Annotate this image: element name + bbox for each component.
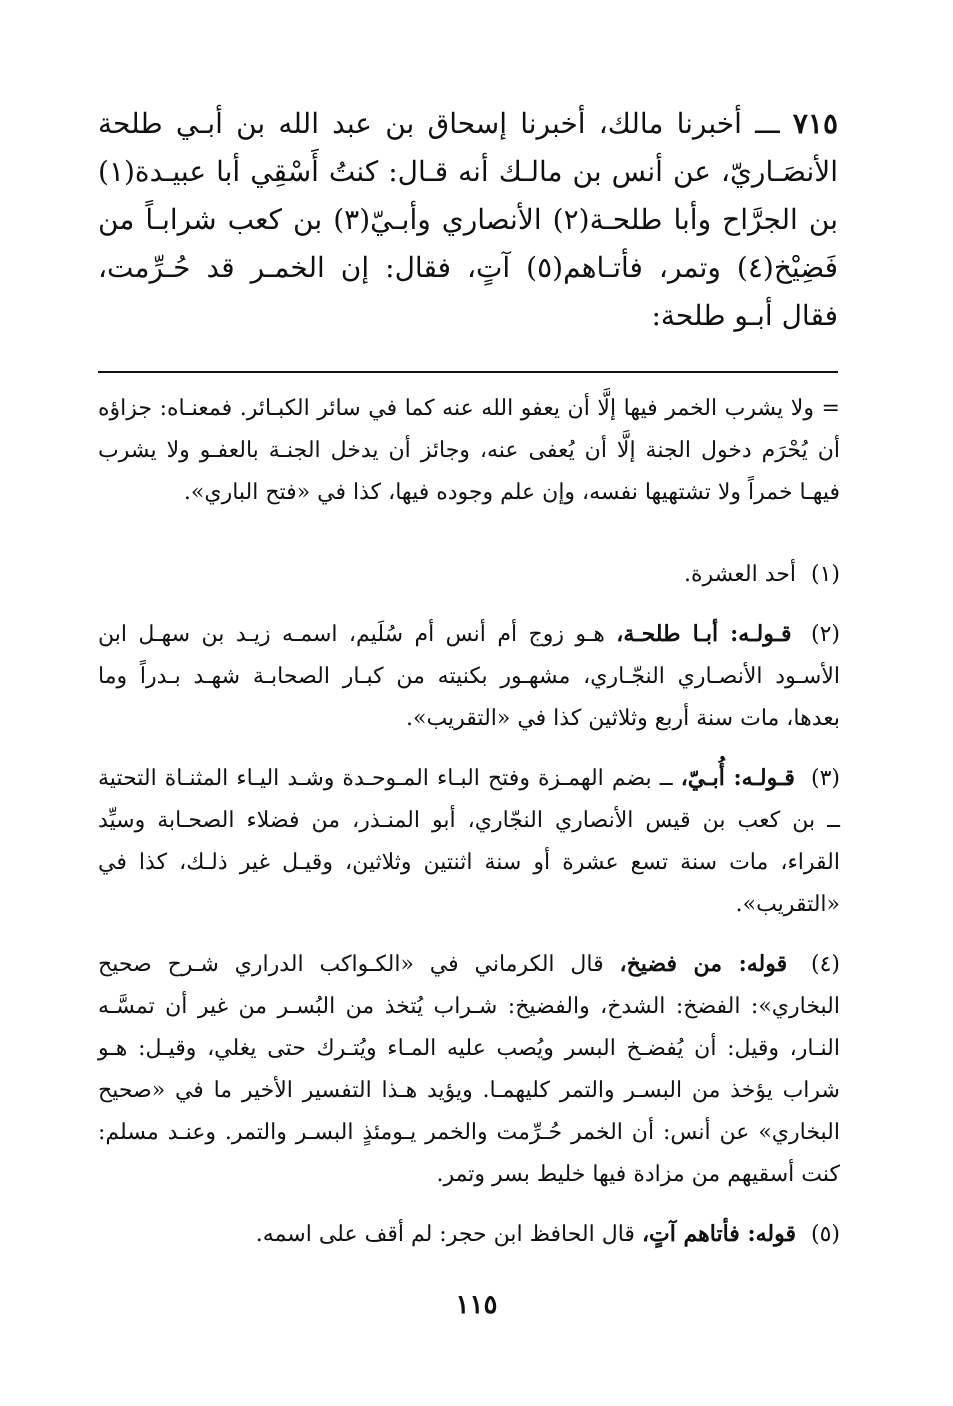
footnote-number: (٥): [810, 1222, 840, 1247]
footnote-text: أحد العشرة.: [684, 562, 796, 587]
hadith-dash: ـــ: [755, 107, 780, 140]
footnote-separator: [98, 371, 838, 373]
footnote-3: [98, 757, 840, 926]
footnote-1: [98, 554, 840, 596]
footnote-number: (٤): [811, 952, 841, 977]
footnote-lead: قوله: من فضيخ،: [619, 951, 788, 977]
hadith-number: ٧١٥: [792, 107, 839, 140]
footnote-4: [98, 943, 840, 1196]
footnote-lead: قـولـه: أبـا طلحـة،: [616, 621, 792, 647]
footnote-5: [98, 1213, 840, 1256]
footnote-continuation: = ولا يشرب الخمر فيها إلَّا أن يعفو الله عنه كما في سائر الكبـائر. فمعنـاه: جزاؤه أن يُحْرَم دخول الجنة إلَّا أن يُعفى عنه، وجائز أن يدخل الجنـة بالعفـو ولا يشرب فيهـا خمراً ولا تشتهيها نفسه، وإن علم وجوده فيها، كذا في «فتح الباري».: [98, 396, 840, 505]
hadith-text-block: [98, 100, 838, 340]
footnote-lead: قـولـه: أُبـيّ،: [680, 765, 795, 791]
page-number: ١١٥: [455, 1290, 498, 1320]
footnote-number: (١): [810, 562, 840, 587]
footnote-text: قال الكرماني في «الكـواكب الدراري شـرح صحيح البخاري»: الفضخ: الشدخ، والفضيخ: شـراب يُتخذ من البُسـر من غير أن تمسَّـه النـار، وقيل: أن يُفضـخ البسر ويُصب عليه المـاء ويُتـرك حتى يغلي، وقيـل: هـو شراب يؤخذ من البسـر والتمر كليهمـا. ويؤيد هـذا التفسير الأخير ما في «صحيح البخاري» عن أنس: أن الخمر حُـرِّمت والخمر يـومئذٍ البسـر والتمر. وعنـد مسلم: كنت أسقيهم من مزادة فيها خليط بسر وتمر.: [98, 952, 840, 1187]
footnote-lead: قوله: فأتاهم آتٍ،: [641, 1221, 796, 1247]
hadith-body: أخبرنا مالك، أخبرنا إسحاق بن عبد الله بن أبـي طلحة الأنصَـاريّ، عن أنس بن مالـك أنه قـال: كنتُ أَسْقِي أبا عبيـدة(١) بن الجرَّاح وأبا طلحـة(٢) الأنصاري وأبـيّ(٣) بن كعب شرابـاً من فَضِيْخ(٤) وتمر، فأتـاهم(٥) آتٍ، فقال: إن الخمـر قد حُـرِّمت، فقال أبـو طلحة:: [98, 107, 839, 332]
footnote-number: (٣): [810, 766, 840, 791]
footnote-text: قال الحافظ ابن حجر: لم أقف على اسمه.: [255, 1222, 635, 1247]
footnote-number: (٢): [810, 622, 840, 647]
footnote-2: [98, 613, 840, 740]
footnotes-section: [98, 388, 840, 1273]
footnote-text: ــ بضم الهمـزة وفتح البـاء المـوحـدة وشـد اليـاء المثنـاة التحتية ــ بن كعب بن قيس الأنصاري النجّاري، أبو المنـذر، من فضلاء الصحـابة وسيِّد القراء، مات سنة تسع عشرة أو سنة اثنتين وثلاثين، وقيـل غير ذلـك، كذا في «التقريب».: [98, 766, 840, 917]
footnote-text: هـو زوج أم أنس أم سُلَيم، اسمـه زيـد بن سهـل ابن الأسـود الأنصـاري النجّـاري، مشهـور بكنيته من كبـار الصحابـة شهـد بـدراً وما بعدها، مات سنة أربع وثلاثين كذا في «التقريب».: [98, 622, 840, 731]
